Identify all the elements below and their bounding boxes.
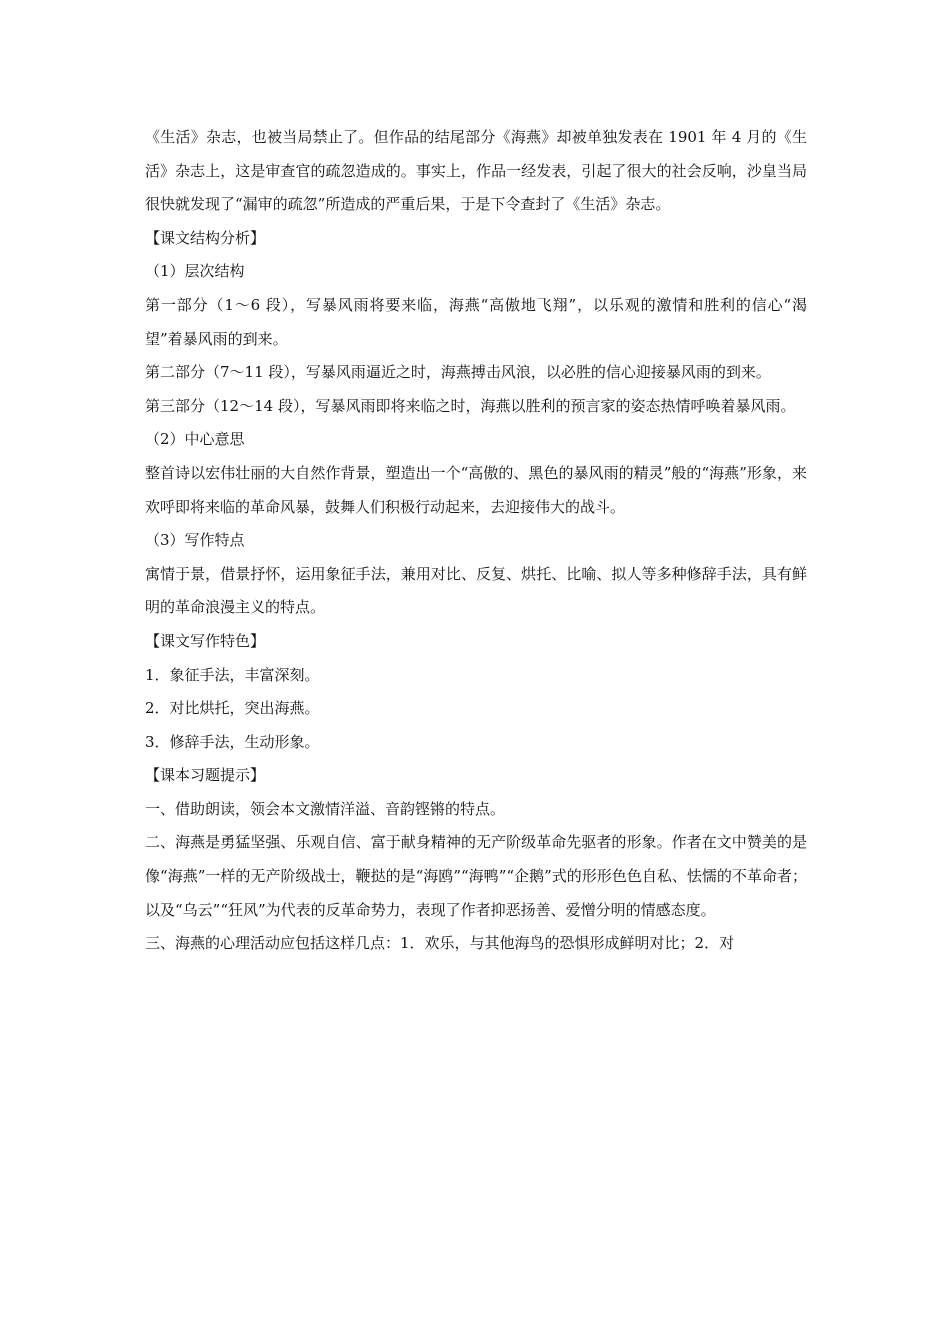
exercise-item: 一、借助朗读，领会本文激情洋溢、音韵铿锵的特点。 [145, 799, 506, 818]
feature-item: 1．象征手法，丰富深刻。 [145, 665, 320, 684]
exercise-heading: 【课本习题提示】 [145, 766, 266, 785]
layer-heading: （1）层次结构 [145, 262, 245, 281]
central-paragraph: 整首诗以宏伟壮丽的大自然作背景，塑造出一个“高傲的、黑色的暴风雨的精灵”般的“海燕”形象，来欢呼即将来临的革命风暴，鼓舞人们积极行动起来，去迎接伟大的战斗。 [145, 463, 807, 516]
intro-paragraph: 《生活》杂志，也被当局禁止了。但作品的结尾部分《海燕》却被单独发表在 1901 年 4 月的《生活》杂志上，这是审查官的疏忽造成的。事实上，作品一经发表，引起了很大的社会反响，沙皇当局很快就发现了“漏审的疏忽”所造成的严重后果，于是下令查封了《生活》杂志。 [145, 128, 807, 214]
central-heading: （2）中心意思 [145, 430, 245, 449]
exercise-item: 三、海燕的心理活动应包括这样几点：1．欢乐，与其他海鸟的恐惧形成鲜明对比；2．对 [145, 934, 735, 953]
part-two-paragraph: 第二部分（7～11 段），写暴风雨逼近之时，海燕搏击风浪，以必胜的信心迎接暴风雨的到来。 [145, 363, 771, 382]
writing-heading: （3）写作特点 [145, 531, 245, 550]
part-three-paragraph: 第三部分（12～14 段），写暴风雨即将来临之时，海燕以胜利的预言家的姿态热情呼唤着暴风雨。 [145, 396, 796, 415]
structure-heading: 【课文结构分析】 [145, 228, 266, 247]
document-page [145, 121, 807, 961]
features-heading: 【课文写作特色】 [145, 631, 266, 650]
feature-item: 3．修辞手法，生动形象。 [145, 732, 320, 751]
part-one-paragraph: 第一部分（1～6 段），写暴风雨将要来临，海燕“高傲地飞翔”，以乐观的激情和胜利的信心“渴望”着暴风雨的到来。 [145, 295, 807, 348]
writing-paragraph: 寓情于景，借景抒怀，运用象征手法，兼用对比、反复、烘托、比喻、拟人等多种修辞手法，具有鲜明的革命浪漫主义的特点。 [145, 564, 807, 617]
exercise-item: 二、海燕是勇猛坚强、乐观自信、富于献身精神的无产阶级革命先驱者的形象。作者在文中赞美的是像“海燕”一样的无产阶级战士，鞭挞的是“海鸥”“海鸭”“企鹅”式的形形色色自私、怯懦的不革命者；以及“乌云”“狂风”为代表的反革命势力，表现了作者抑恶扬善、爱憎分明的情感态度。 [145, 833, 807, 919]
feature-item: 2．对比烘托，突出海燕。 [145, 699, 320, 718]
